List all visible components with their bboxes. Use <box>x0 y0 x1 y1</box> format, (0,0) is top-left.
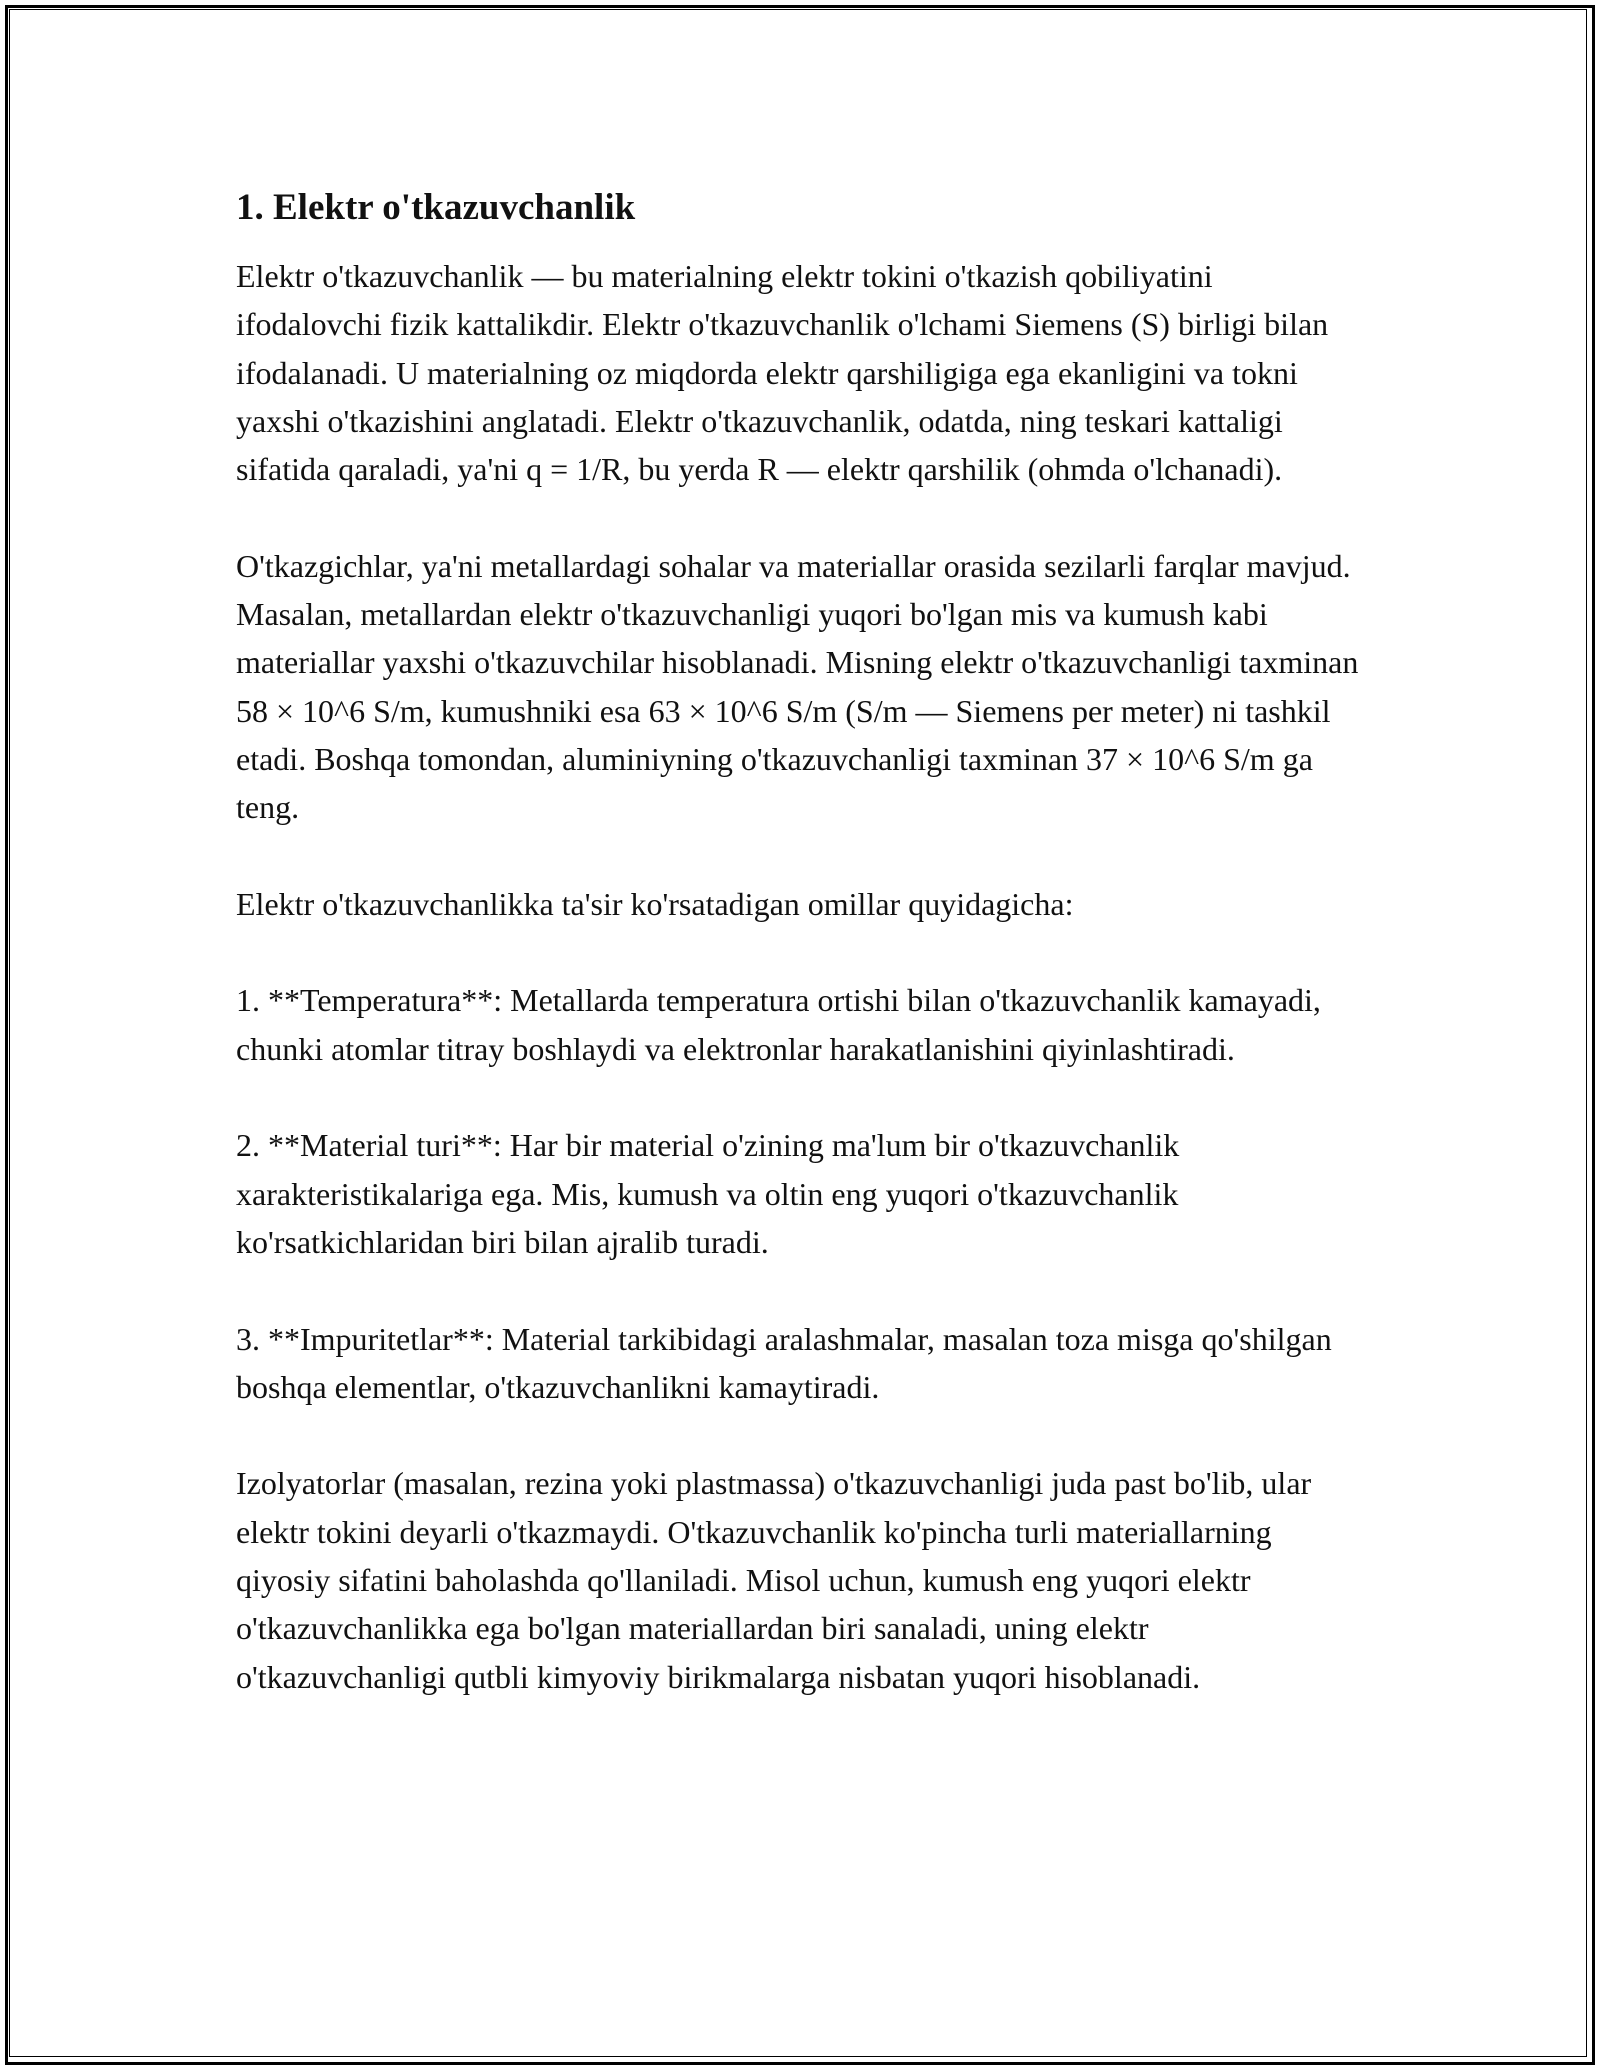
document-body <box>236 186 1366 1749</box>
section-heading: 1. Elektr o'tkazuvchanlik <box>236 187 636 228</box>
paragraph-insulators: Izolyatorlar (masalan, rezina yoki plastmassa) o'tkazuvchanligi juda past bo'lib, ular elektr tokini deyarli o'tkazmaydi. O'tkazuvchanlik ko'pincha turli materiallarning qiyosiy sifatini baholashda qo'llaniladi. Misol uchun, kumush eng yuqori elektr o'tkazuvchanlikka ega bo'lgan materiallardan biri sanaladi, uning elektr o'tkazuvchanligi qutbli kimyoviy birikmalarga nisbatan yuqori hisoblanadi. <box>236 1465 1312 1695</box>
paragraph-conductors: O'tkazgichlar, ya'ni metallardagi sohalar va materiallar orasida sezilarli farqlar mavjud. Masalan, metallardan elektr o'tkazuvchanligi yuqori bo'lgan mis va kumush kabi materiallar yaxshi o'tkazuvchilar hisoblanadi. Misning elektr o'tkazuvchanligi taxminan 58 × 10^6 S/m, kumushniki esa 63 × 10^6 S/m (S/m — Siemens per meter) ni tashkil etadi. Boshqa tomondan, aluminiyning o'tkazuvchanligi taxminan 37 × 10^6 S/m ga teng. <box>236 547 1359 826</box>
paragraph-definition: Elektr o'tkazuvchanlik — bu materialning elektr tokini o'tkazish qobiliyatini ifodalovchi fizik kattalikdir. Elektr o'tkazuvchanlik o'lchami Siemens (S) birligi bilan ifodalanadi. U materialning oz miqdorda elektr qarshiligiga ega ekanligini va tokni yaxshi o'tkazishini anglatadi. Elektr o'tkazuvchanlik, odatda, ning teskari kattaligi sifatida qaraladi, ya'ni q = 1/R, bu yerda R — elektr qarshilik (ohmda o'lchanadi). <box>236 258 1329 488</box>
list-item-material-type: 2. **Material turi**: Har bir material o'zining ma'lum bir o'tkazuvchanlik xarakteristikalariga ega. Mis, kumush va oltin eng yuqori o'tkazuvchanlik ko'rsatkichlaridan biri bilan ajralib turadi. <box>236 1127 1180 1260</box>
paragraph-factors-intro: Elektr o'tkazuvchanlikka ta'sir ko'rsatadigan omillar quyidagicha: <box>236 885 1074 922</box>
list-item-impurities: 3. **Impuritetlar**: Material tarkibidagi aralashmalar, masalan toza misga qo'shilgan boshqa elementlar, o'tkazuvchanlikni kamaytiradi. <box>236 1320 1332 1405</box>
list-item-temperature: 1. **Temperatura**: Metallarda temperatura ortishi bilan o'tkazuvchanlik kamayadi, chunki atomlar titray boshlaydi va elektronlar harakatlanishini qiyinlashtiradi. <box>236 982 1321 1067</box>
